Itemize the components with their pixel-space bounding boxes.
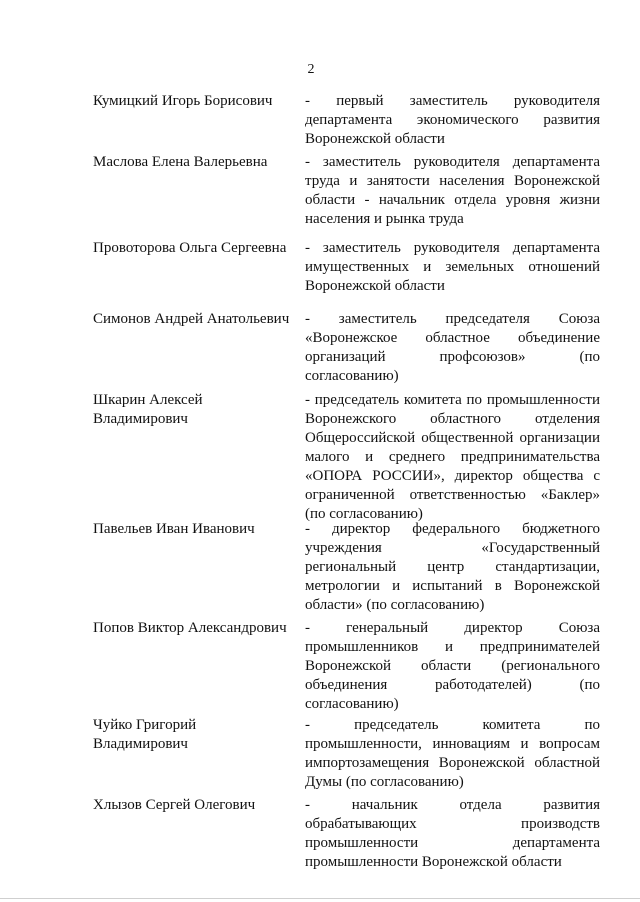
member-name-line: Шкарин Алексей — [93, 392, 203, 408]
role-line: промышленности департамента — [305, 835, 600, 851]
role-line: (по согласованию) — [305, 506, 423, 522]
member-name-line: Чуйко Григорий — [93, 717, 197, 733]
role-line: обрабатывающих производств — [305, 816, 600, 832]
role-line: метрологии и испытаний в Воронежской — [305, 578, 600, 594]
member-name — [93, 310, 298, 329]
member-role — [305, 520, 600, 615]
member-role — [305, 310, 600, 386]
member-name — [93, 153, 298, 172]
role-line: - заместитель руководителя департамента — [305, 240, 600, 256]
member-name-line: Павельев Иван Иванович — [93, 521, 255, 537]
role-line: населения и рынка труда — [305, 211, 464, 227]
member-name-line: Провоторова Ольга Сергеевна — [93, 240, 287, 256]
member-name-line: Кумицкий Игорь Борисович — [93, 93, 273, 109]
role-line: имущественных и земельных отношений — [305, 259, 600, 275]
role-line: «ОПОРА РОССИИ», директор общества с — [305, 468, 600, 484]
role-line: - начальник отдела развития — [305, 797, 600, 813]
member-name-line: Попов Виктор Александрович — [93, 620, 287, 636]
member-name-line: Хлызов Сергей Олегович — [93, 797, 256, 813]
page-bottom-rule — [0, 898, 640, 899]
role-line: Воронежского областного отделения — [305, 411, 600, 427]
member-role — [305, 796, 600, 872]
role-line: - заместитель руководителя департамента — [305, 154, 600, 170]
role-line: - заместитель председателя Союза — [305, 311, 600, 327]
role-line: Воронежской области — [305, 131, 445, 147]
member-role — [305, 92, 600, 149]
role-line: «Воронежское областное объединение — [305, 330, 600, 346]
role-line: Воронежской области — [305, 278, 445, 294]
role-line: - директор федерального бюджетного — [305, 521, 600, 537]
role-line: труда и занятости населения Воронежской — [305, 173, 600, 189]
member-role — [305, 239, 600, 296]
page-number: 2 — [307, 62, 315, 77]
member-role — [305, 716, 600, 792]
member-name — [93, 796, 298, 815]
role-line: согласованию) — [305, 696, 399, 712]
member-name — [93, 239, 298, 258]
role-line: региональный центр стандартизации, — [305, 559, 600, 575]
member-name-line: Владимирович — [93, 411, 188, 427]
member-role — [305, 391, 600, 524]
role-line: Воронежской области (регионального — [305, 658, 600, 674]
role-line: промышленников и предпринимателей — [305, 639, 600, 655]
member-role — [305, 153, 600, 229]
role-line: малого и среднего предпринимательства — [305, 449, 600, 465]
member-name — [93, 520, 298, 539]
member-role — [305, 619, 600, 714]
role-line: - первый заместитель руководителя — [305, 93, 600, 109]
member-name-line: Симонов Андрей Анатольевич — [93, 311, 290, 327]
member-name — [93, 92, 298, 111]
role-line: промышленности, инновациям и вопросам — [305, 736, 600, 752]
role-line: организаций профсоюзов» (по — [305, 349, 600, 365]
role-line: Думы (по согласованию) — [305, 774, 464, 790]
role-line: - генеральный директор Союза — [305, 620, 600, 636]
member-name — [93, 391, 298, 429]
role-line: учреждения «Государственный — [305, 540, 600, 556]
member-name-line: Владимирович — [93, 736, 188, 752]
role-line: промышленности Воронежской области — [305, 854, 562, 870]
role-line: объединения работодателей) (по — [305, 677, 600, 693]
role-line: - председатель комитета по — [305, 717, 600, 733]
role-line: согласованию) — [305, 368, 399, 384]
member-name — [93, 716, 298, 754]
role-line: импортозамещения Воронежской областной — [305, 755, 600, 771]
role-line: - председатель комитета по промышленности — [305, 392, 600, 408]
member-name-line: Маслова Елена Валерьевна — [93, 154, 268, 170]
role-line: Общероссийской общественной организации — [305, 430, 600, 446]
role-line: области - начальник отдела уровня жизни — [305, 192, 600, 208]
role-line: ограниченной ответственностью «Баклер» — [305, 487, 600, 503]
role-line: департамента экономического развития — [305, 112, 600, 128]
member-name — [93, 619, 298, 638]
role-line: области» (по согласованию) — [305, 597, 485, 613]
